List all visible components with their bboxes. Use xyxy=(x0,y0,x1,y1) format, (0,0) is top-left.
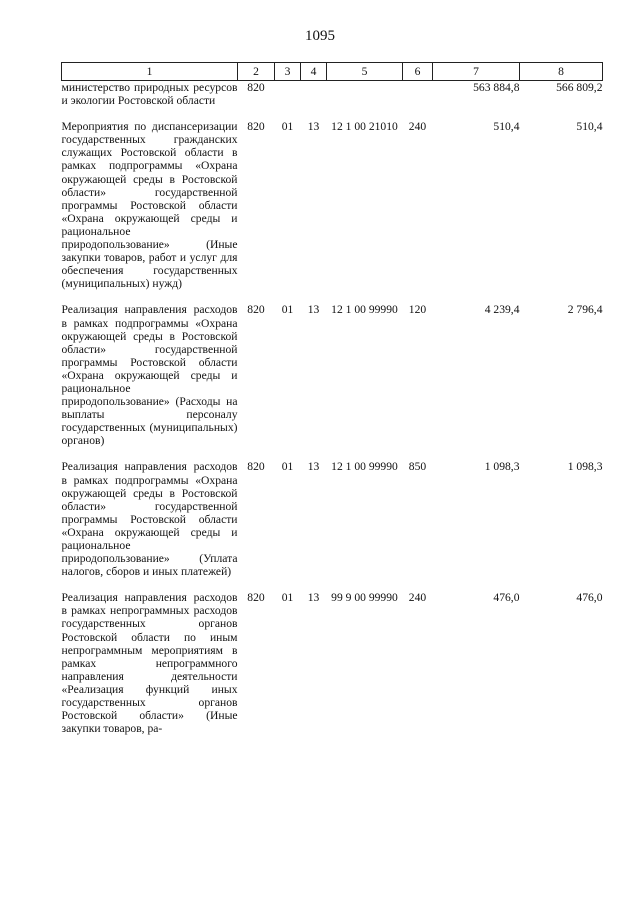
subsection-code: 13 xyxy=(307,460,320,474)
expense-type: 850 xyxy=(408,460,427,474)
column-header: 8 xyxy=(520,63,603,81)
column-header: 7 xyxy=(433,63,520,81)
subsection-code xyxy=(301,81,327,108)
subsection-code: 13 xyxy=(307,120,320,134)
subsection-code: 13 xyxy=(307,303,320,317)
column-header: 2 xyxy=(238,63,275,81)
amount-year-2: 2 796,4 xyxy=(567,303,603,317)
column-header: 1 xyxy=(62,63,238,81)
table-row xyxy=(62,460,603,578)
amount-year-1: 510,4 xyxy=(493,120,520,134)
row-name: Реализация направления расходов в рамках подпрограммы «Охрана окружающей среды в Ростовской области» государственной программы Ростовской области «Охрана окружающей среды и рациональное природопользование» (Расходы на выплаты персоналу государственных (муниципальных) органов) xyxy=(61,303,238,448)
column-header: 3 xyxy=(275,63,301,81)
amount-year-1: 4 239,4 xyxy=(484,303,520,317)
row-name: министерство природных ресурсов и экологии Ростовской области xyxy=(61,81,238,108)
amount-year-2: 510,4 xyxy=(576,120,603,134)
section-code: 01 xyxy=(281,591,294,605)
expense-type: 120 xyxy=(408,303,427,317)
amount-year-1: 563 884,8 xyxy=(473,81,520,94)
ministry-code: 820 xyxy=(247,303,265,317)
ministry-code: 820 xyxy=(247,81,265,94)
row-name: Реализация направления расходов в рамках непрограммных расходов государственных органов Ростовской области по иным непрограммным мероприятиям в рамках непрограммного направления деятельности «Реализация функций иных государственных органов Ростовской области» (Иные закупки товаров, ра- xyxy=(61,591,238,736)
ministry-code: 820 xyxy=(247,460,265,474)
amount-year-2: 476,0 xyxy=(576,591,603,605)
section-code xyxy=(275,81,301,108)
ministry-code: 820 xyxy=(247,120,265,134)
column-header: 6 xyxy=(403,63,433,81)
expense-type xyxy=(403,81,433,108)
row-name: Мероприятия по диспансеризации государственных гражданских служащих Ростовской области в рамках подпрограммы «Охрана окружающей среды в Ростовской области» государственной программы Ростовской области «Охрана окружающей среды и рациональное природопользование» (Иные закупки товаров, работ и услуг для обеспечения государственных (муниципальных) нужд) xyxy=(61,120,238,291)
table-row xyxy=(62,591,603,735)
column-header: 4 xyxy=(301,63,327,81)
page-number: 1095 xyxy=(305,28,335,44)
target-article: 99 9 00 99990 xyxy=(331,591,398,605)
target-article: 12 1 00 21010 xyxy=(331,120,398,134)
expense-type: 240 xyxy=(408,120,427,134)
table-row xyxy=(62,81,603,108)
target-article xyxy=(327,81,403,108)
ministry-code: 820 xyxy=(247,591,265,605)
budget-table xyxy=(61,62,603,735)
table-row xyxy=(62,303,603,447)
amount-year-1: 476,0 xyxy=(493,591,520,605)
expense-type: 240 xyxy=(408,591,427,605)
column-header: 5 xyxy=(327,63,403,81)
amount-year-2: 1 098,3 xyxy=(567,460,603,474)
table-row xyxy=(62,120,603,290)
target-article: 12 1 00 99990 xyxy=(331,303,398,317)
section-code: 01 xyxy=(281,460,294,474)
section-code: 01 xyxy=(281,303,294,317)
subsection-code: 13 xyxy=(307,591,320,605)
amount-year-2: 566 809,2 xyxy=(556,81,603,94)
target-article: 12 1 00 99990 xyxy=(331,460,398,474)
amount-year-1: 1 098,3 xyxy=(484,460,520,474)
table-header-row xyxy=(62,63,603,81)
section-code: 01 xyxy=(281,120,294,134)
row-name: Реализация направления расходов в рамках подпрограммы «Охрана окружающей среды в Ростовской области» государственной программы Ростовской области «Охрана окружающей среды и рациональное природопользование» (Уплата налогов, сборов и иных платежей) xyxy=(61,460,238,579)
